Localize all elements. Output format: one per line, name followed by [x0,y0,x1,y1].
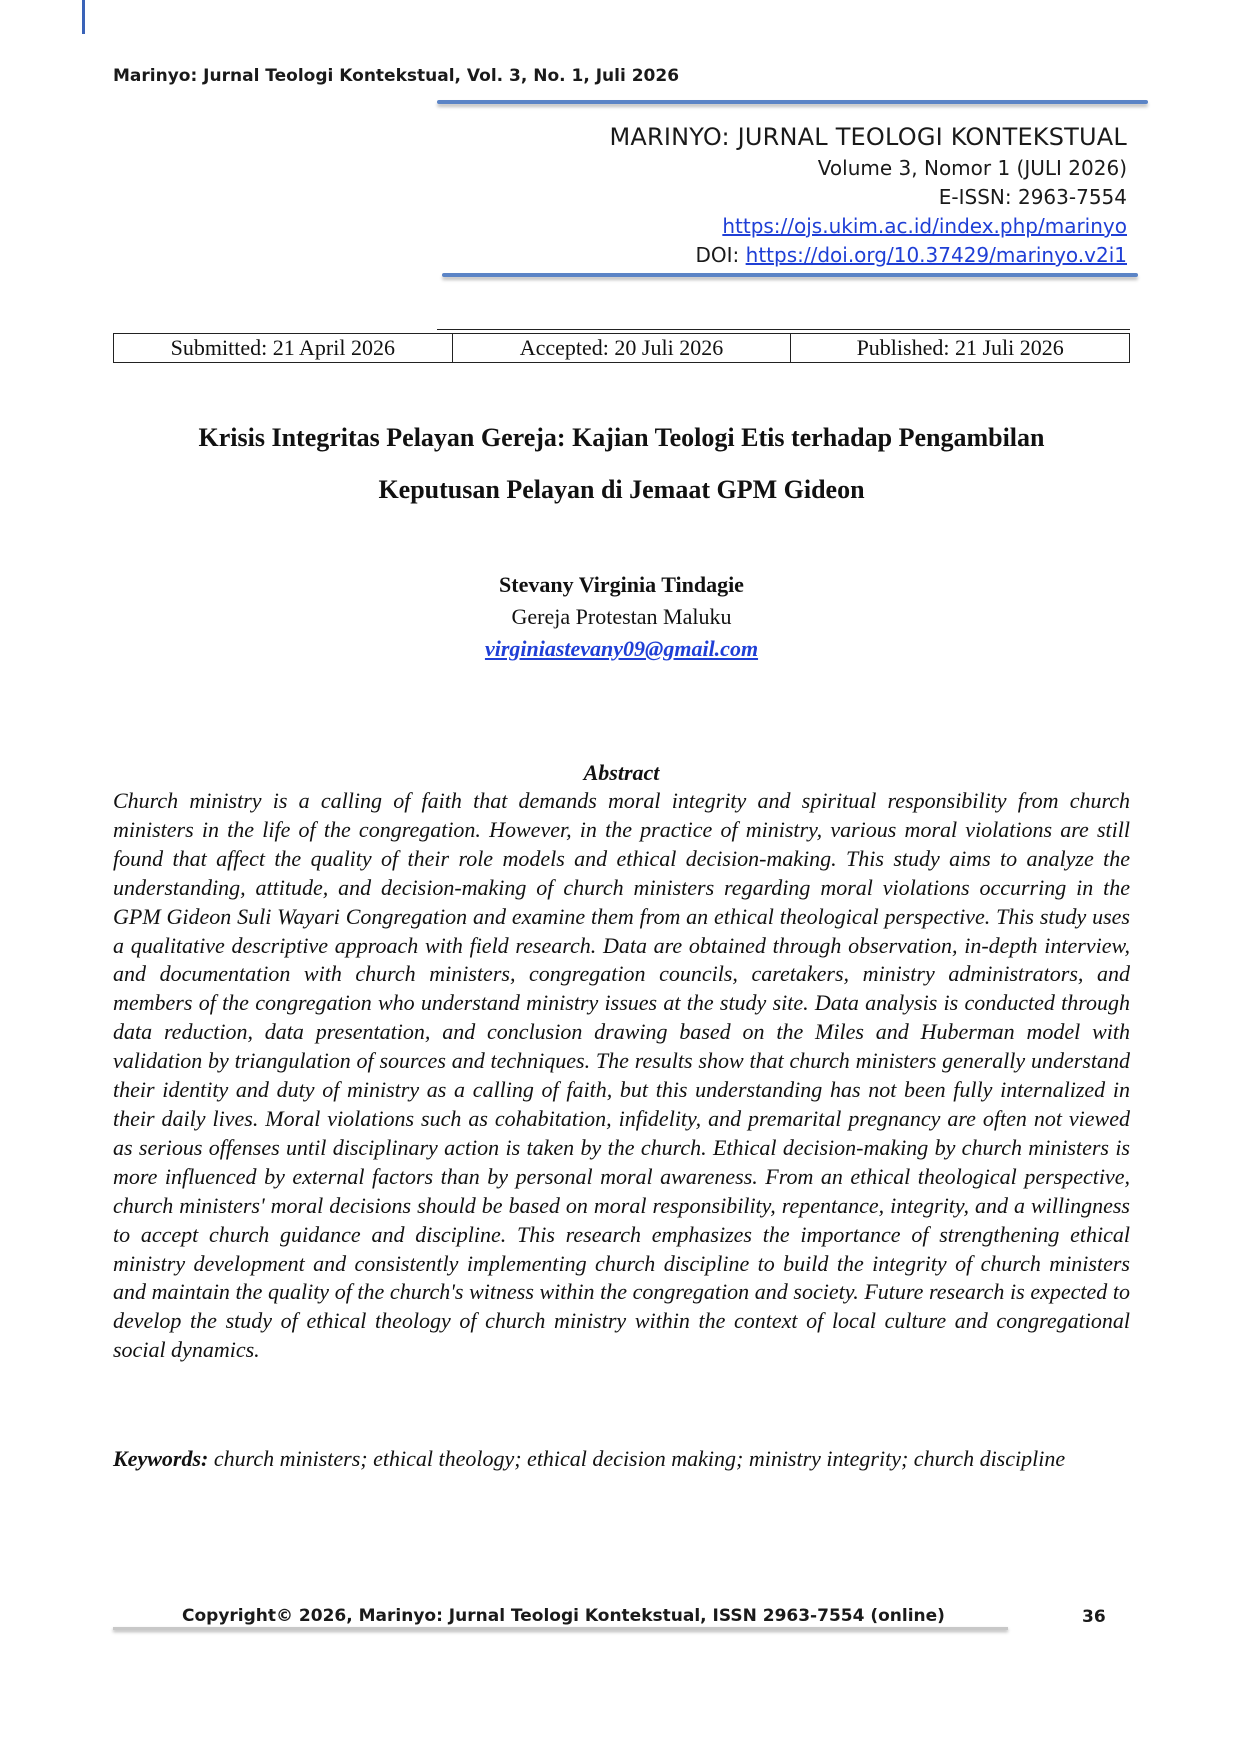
submitted-date: Submitted: 21 April 2026 [114,334,453,363]
published-date: Published: 21 Juli 2026 [791,334,1130,363]
article-title [113,412,1130,516]
doi-link[interactable]: https://doi.org/10.37429/marinyo.v2i1 [745,243,1127,267]
journal-volume: Volume 3, Nomor 1 (JULI 2026) [817,156,1127,180]
journal-url-link[interactable]: https://ojs.ukim.ac.id/index.php/marinyo [722,214,1127,238]
running-header: Marinyo: Jurnal Teologi Kontekstual, Vol. 3, No. 1, Juli 2026 [113,66,680,86]
author-block [113,569,1130,665]
article-title-line-1: Krisis Integritas Pelayan Gereja: Kajian Teologi Etis terhadap Pengambilan [198,423,1045,452]
abstract-heading: Abstract [583,760,660,785]
keywords [113,1444,1130,1473]
page-number: 36 [1082,1607,1106,1627]
left-margin-mark [82,0,85,34]
journal-issn: E-ISSN: 2963-7554 [938,185,1127,209]
doi-label: DOI: [695,243,740,267]
journal-info [609,120,1127,270]
author-email-link[interactable]: virginiastevany09@gmail.com [484,636,759,661]
author-affiliation: Gereja Protestan Maluku [511,604,732,629]
journal-name: MARINYO: JURNAL TEOLOGI KONTEKSTUAL [609,123,1127,151]
footer-copyright: Copyright© 2026, Marinyo: Jurnal Teologi Kontekstual, ISSN 2963-7554 (online) [182,1606,945,1626]
footer-rule [113,1627,1008,1630]
separator-rule [437,329,1130,330]
accepted-date: Accepted: 20 Juli 2026 [452,334,791,363]
author-name: Stevany Virginia Tindagie [499,572,744,597]
keywords-label: Keywords: [113,1446,209,1471]
abstract-body: Church ministry is a calling of faith that demands moral integrity and spiritual responsibility from church ministers in the life of the congregation. However, in the practice of ministry, various moral violations are still found that affect the quality of their role models and ethical decision-making. This study aims to analyze the understanding, attitude, and decision-making of church ministers regarding moral violations occurring in the GPM Gideon Suli Wayari Congregation and examine them from an ethical theological perspective. This study uses a qualitative descriptive approach with field research. Data are obtained through observation, in-depth interview, and documentation with church ministers, congregation councils, caretakers, ministry administrators, and members of the congregation who understand ministry issues at the study site. Data analysis is conducted through data reduction, data presentation, and conclusion drawing based on the Miles and Huberman model with validation by triangulation of sources and techniques. The results show that church ministers generally understand their identity and duty of ministry as a calling of faith, but this understanding has not been fully internalized in their daily lives. Moral violations such as cohabitation, infidelity, and premarital pregnancy are often not viewed as serious offenses until disciplinary action is taken by the church. Ethical decision-making by church ministers is more influenced by external factors than by personal moral awareness. From an ethical theological perspective, church ministers' moral decisions should be based on moral responsibility, repentance, integrity, and a willingness to accept church guidance and discipline. This research emphasizes the importance of strengthening ethical ministry development and consistently implementing church discipline to build the integrity of church ministers and maintain the quality of the church's witness within the congregation and society. Future research is expected to develop the study of ethical theology of church ministry within the context of local culture and congregational social dynamics. [113,788,1130,1363]
dates-table [113,333,1130,363]
header-rule-top [437,100,1148,104]
header-rule-bottom [442,273,1138,277]
keywords-text: church ministers; ethical theology; ethical decision making; ministry integrity; church discipline [213,1446,1066,1471]
article-title-line-2: Keputusan Pelayan di Jemaat GPM Gideon [378,475,865,504]
